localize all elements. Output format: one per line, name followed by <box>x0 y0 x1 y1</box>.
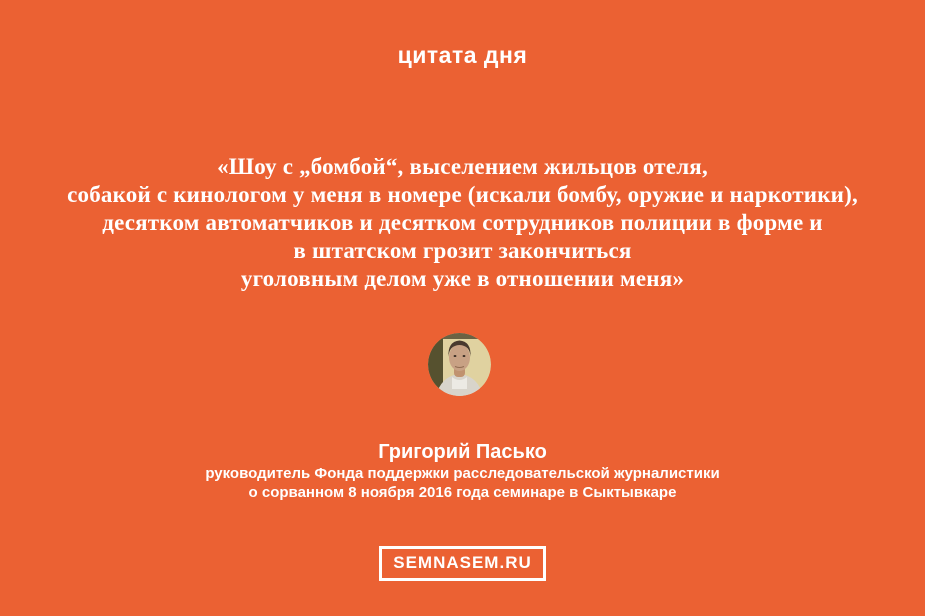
author-role: руководитель Фонда поддержки расследовательской журналистики <box>205 465 720 482</box>
footer <box>0 546 925 581</box>
quote-line: «Шоу с „бомбой“, выселением жильцов отеля, <box>217 154 708 179</box>
quote-line: собакой с кинологом у меня в номере (искали бомбу, оружие и наркотики), <box>67 182 858 207</box>
site-logo: SEMNASEM.RU <box>379 546 546 581</box>
author-context: о сорванном 8 ноября 2016 года семинаре в Сыктывкаре <box>248 484 677 501</box>
quote-line: десятком автоматчиков и десятком сотрудников полиции в форме и <box>102 210 823 235</box>
quote-line: в штатском грозит закончиться <box>293 238 632 263</box>
quote-line: уголовным делом уже в отношении меня» <box>240 266 685 291</box>
avatar <box>428 333 491 396</box>
quote-text <box>0 153 925 293</box>
author-name: Григорий Пасько <box>378 441 547 463</box>
portrait-photo-icon <box>428 333 491 396</box>
page-title: цитата дня <box>397 42 528 68</box>
